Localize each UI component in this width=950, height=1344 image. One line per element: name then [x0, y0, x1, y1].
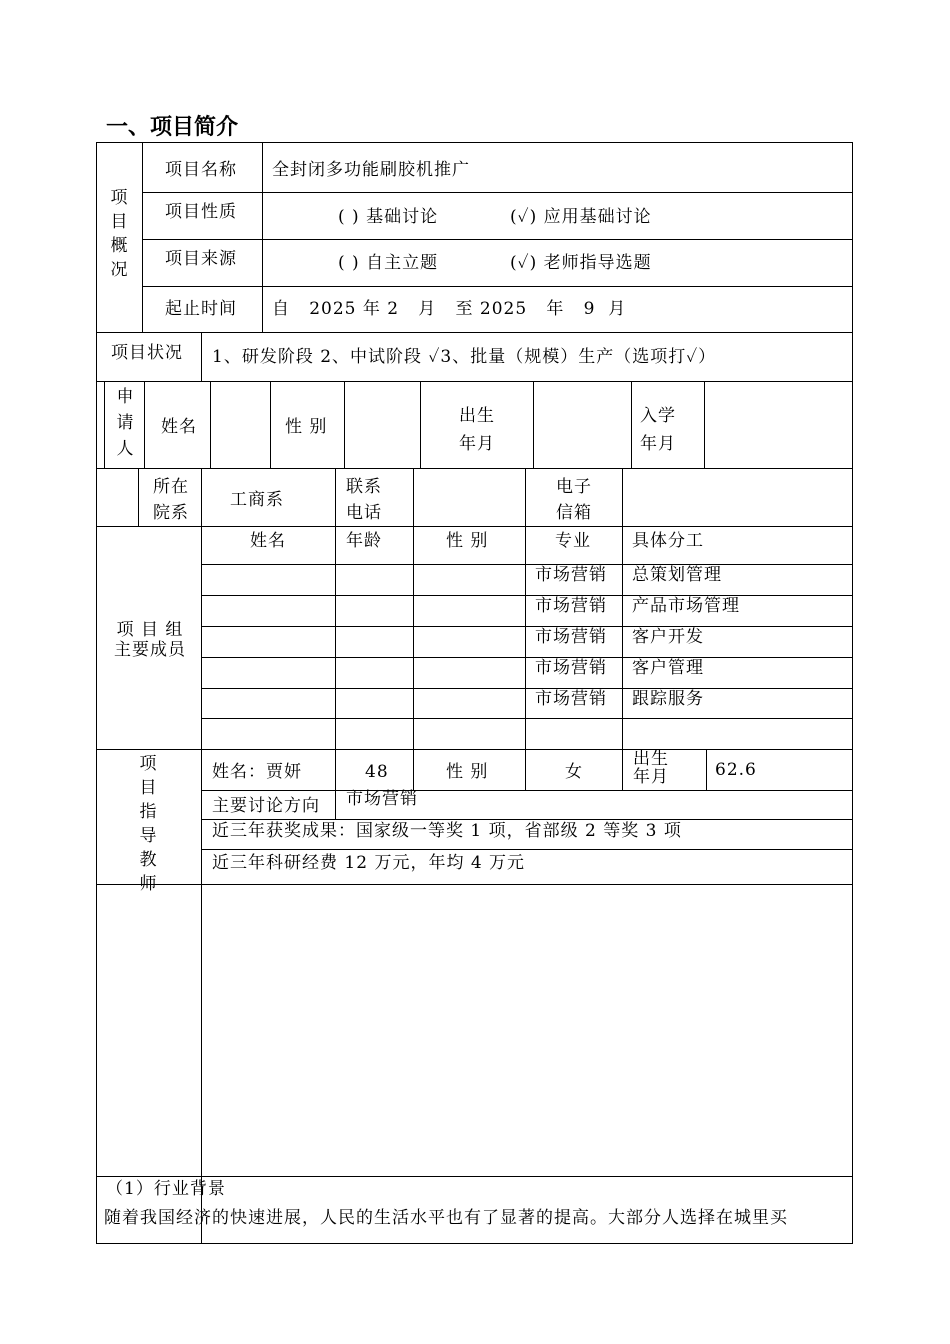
applicant-gender-label: 性 别	[285, 417, 328, 437]
member-major: 市场营销	[535, 565, 607, 585]
member-major: 市场营销	[535, 689, 607, 709]
member-major: 市场营销	[535, 627, 607, 647]
advisor-birth-label: 出生 年月	[633, 749, 669, 787]
applicant-birth-label: 出生 年月	[459, 406, 495, 454]
member-duty: 客户开发	[632, 627, 704, 647]
email-label: 电子 信箱	[556, 477, 592, 523]
background-title: （1）行业背景	[106, 1179, 226, 1199]
advisor-side-label: 项 目 指 导 教 师	[139, 754, 157, 894]
members-side-label: 项 目 组 主要成员	[114, 620, 186, 660]
source-option-self: ( ) 自主立题	[338, 253, 439, 273]
advisor-direction-value: 市场营销	[346, 789, 418, 809]
dept-label: 所在 院系	[153, 477, 189, 523]
period-label: 起止时间	[165, 299, 237, 319]
advisor-name: 姓名：贾妍	[212, 762, 302, 782]
members-header-major: 专业	[555, 531, 591, 551]
advisor-gender-value: 女	[565, 762, 583, 782]
member-duty: 总策划管理	[632, 565, 722, 585]
project-source-label: 项目来源	[165, 249, 237, 269]
overview-side-label: 项 目 概 况	[110, 188, 128, 280]
advisor-funding: 近三年科研经费 12 万元，年均 4 万元	[212, 853, 526, 873]
member-duty: 客户管理	[632, 658, 704, 678]
members-header-gender: 性 别	[446, 531, 489, 551]
member-major: 市场营销	[535, 658, 607, 678]
status-label: 项目状况	[111, 343, 183, 363]
advisor-birth-value: 62.6	[715, 760, 757, 780]
advisor-gender-label: 性 别	[446, 762, 489, 782]
advisor-direction-label: 主要讨论方向	[212, 796, 320, 816]
source-option-teacher: (✓) 老师指导选题	[510, 253, 652, 273]
phone-label: 联系 电话	[346, 477, 382, 523]
nature-option-basic: ( ) 基础讨论	[338, 207, 439, 227]
project-name-value: 全封闭多功能刷胶机推广	[272, 160, 470, 180]
status-value: 1、研发阶段 2、中试阶段 ✓3、批量（规模）生产（选项打✓）	[212, 347, 717, 367]
project-name-label: 项目名称	[165, 160, 237, 180]
members-header-name: 姓名	[250, 531, 286, 551]
members-header-age: 年龄	[346, 531, 382, 551]
member-duty: 跟踪服务	[632, 689, 704, 709]
member-major: 市场营销	[535, 596, 607, 616]
advisor-awards: 近三年获奖成果：国家级一等奖 1 项，省部级 2 等奖 3 项	[212, 821, 682, 841]
nature-option-applied: (✓) 应用基础讨论	[510, 207, 652, 227]
period-value: 自 2025 年 2 月 至 2025 年 9 月	[272, 299, 627, 319]
background-text: 随着我国经济的快速进展，人民的生活水平也有了显著的提高。大部分人选择在城里买	[104, 1208, 788, 1228]
members-header-duty: 具体分工	[632, 531, 704, 551]
applicant-side-label: 申 请 人	[116, 387, 134, 459]
applicant-enroll-label: 入学 年月	[640, 406, 676, 454]
applicant-name-label: 姓名	[161, 417, 197, 437]
project-nature-label: 项目性质	[165, 202, 237, 222]
section-heading: 一、项目简介	[106, 115, 239, 140]
member-duty: 产品市场管理	[632, 596, 740, 616]
dept-value: 工商系	[230, 490, 284, 510]
advisor-age: 48	[365, 762, 389, 782]
